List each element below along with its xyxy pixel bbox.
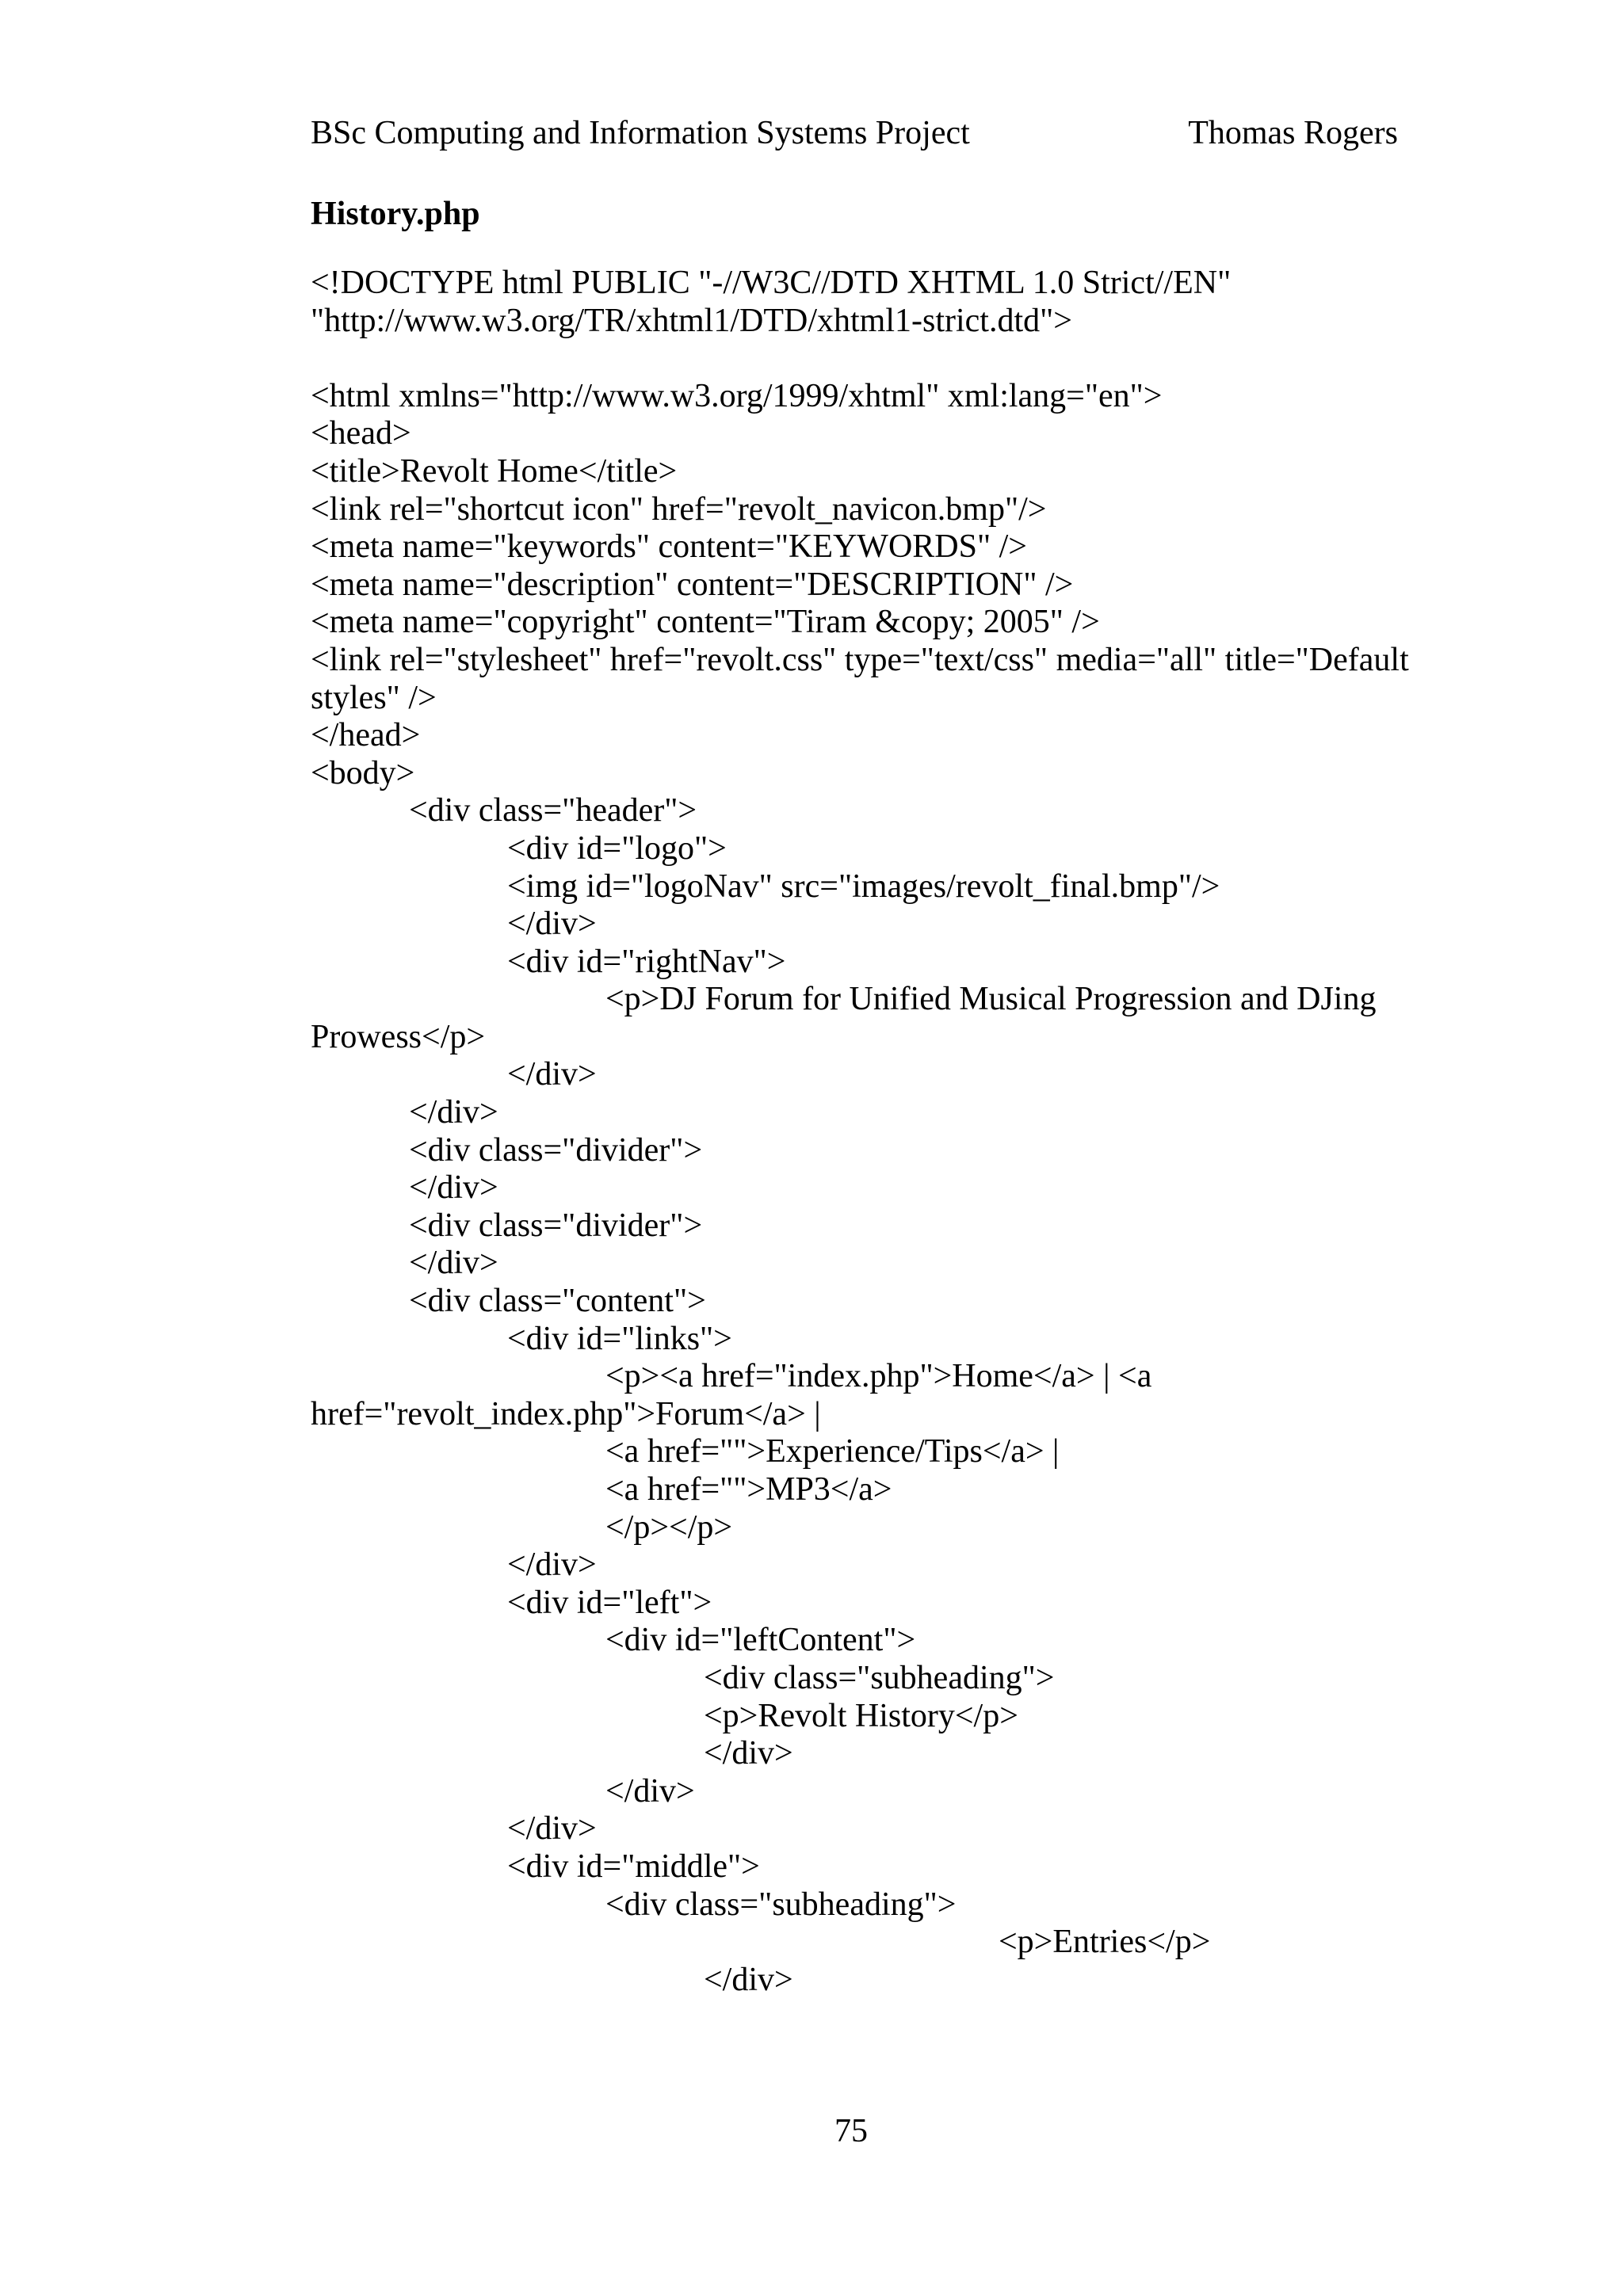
code-line: <div class="header"> xyxy=(409,792,697,830)
code-line: <p><a href="index.php">Home</a> | <a xyxy=(605,1358,1152,1395)
code-line: <link rel="shortcut icon" href="revolt_navicon.bmp"/> xyxy=(311,490,1047,528)
code-line: <meta name="description" content="DESCRIPTION" /> xyxy=(311,566,1074,603)
code-line: <div class="divider"> xyxy=(409,1207,703,1244)
code-line: </div> xyxy=(409,1094,498,1131)
code-line: <div class="subheading"> xyxy=(605,1886,957,1923)
code-line: </div> xyxy=(507,1810,597,1848)
code-line: </head> xyxy=(311,717,421,754)
code-line: </div> xyxy=(409,1169,498,1207)
running-header xyxy=(311,109,1398,157)
code-line: </p></p> xyxy=(605,1508,733,1546)
code-line: <p>DJ Forum for Unified Musical Progression and DJing xyxy=(605,981,1377,1018)
code-line: </div> xyxy=(409,1245,498,1282)
code-line: <p>Revolt History</p> xyxy=(704,1697,1018,1734)
code-line: <div id="logo"> xyxy=(507,830,727,867)
code-line: </div> xyxy=(507,1547,597,1584)
code-line: <div id="leftContent"> xyxy=(605,1622,916,1659)
code-line: <div id="rightNav"> xyxy=(507,943,786,980)
code-line: <title>Revolt Home</title> xyxy=(311,452,678,490)
code-line: <img id="logoNav" src="images/revolt_final.bmp"/> xyxy=(507,868,1220,905)
code-listing xyxy=(311,265,1412,1999)
code-line: <div class="subheading"> xyxy=(704,1659,1055,1696)
code-line: styles" /> xyxy=(311,679,437,716)
code-line: <a href="">MP3</a> xyxy=(605,1471,892,1508)
code-line: <meta name="keywords" content="KEYWORDS" /> xyxy=(311,528,1027,566)
code-line: <div class="content"> xyxy=(409,1283,706,1320)
code-line: <body> xyxy=(311,754,415,791)
code-line: <head> xyxy=(311,415,411,452)
code-line: <meta name="copyright" content="Tiram &copy; 2005" /> xyxy=(311,604,1100,641)
code-line xyxy=(311,340,1412,378)
code-line: </div> xyxy=(507,1056,597,1093)
code-line: <!DOCTYPE html PUBLIC "-//W3C//DTD XHTML 1.0 Strict//EN" xyxy=(311,265,1232,301)
code-line: </div> xyxy=(507,906,597,943)
code-line: <link rel="stylesheet" href="revolt.css" type="text/css" media="all" title="Default xyxy=(311,641,1409,678)
code-line: <div id="left"> xyxy=(507,1584,712,1621)
code-line: <div class="divider"> xyxy=(409,1131,703,1169)
code-line: "http://www.w3.org/TR/xhtml1/DTD/xhtml1-strict.dtd"> xyxy=(311,302,1072,339)
code-line: <div id="links"> xyxy=(507,1320,732,1357)
code-line: Prowess</p> xyxy=(311,1018,486,1055)
code-line: <p>Entries</p> xyxy=(999,1924,1211,1961)
header-author: Thomas Rogers xyxy=(1188,115,1398,151)
section-title: History.php xyxy=(311,196,480,232)
code-line: <div id="middle"> xyxy=(507,1848,760,1885)
code-line: </div> xyxy=(704,1961,793,1998)
page-number: 75 xyxy=(834,2113,868,2149)
code-line: href="revolt_index.php">Forum</a> | xyxy=(311,1395,821,1432)
code-line: </div> xyxy=(704,1735,793,1772)
code-line: <html xmlns="http://www.w3.org/1999/xhtml" xml:lang="en"> xyxy=(311,377,1163,414)
code-line: </div> xyxy=(605,1772,695,1810)
code-line: <a href="">Experience/Tips</a> | xyxy=(605,1433,1060,1470)
header-course-title: BSc Computing and Information Systems Project xyxy=(311,115,970,151)
